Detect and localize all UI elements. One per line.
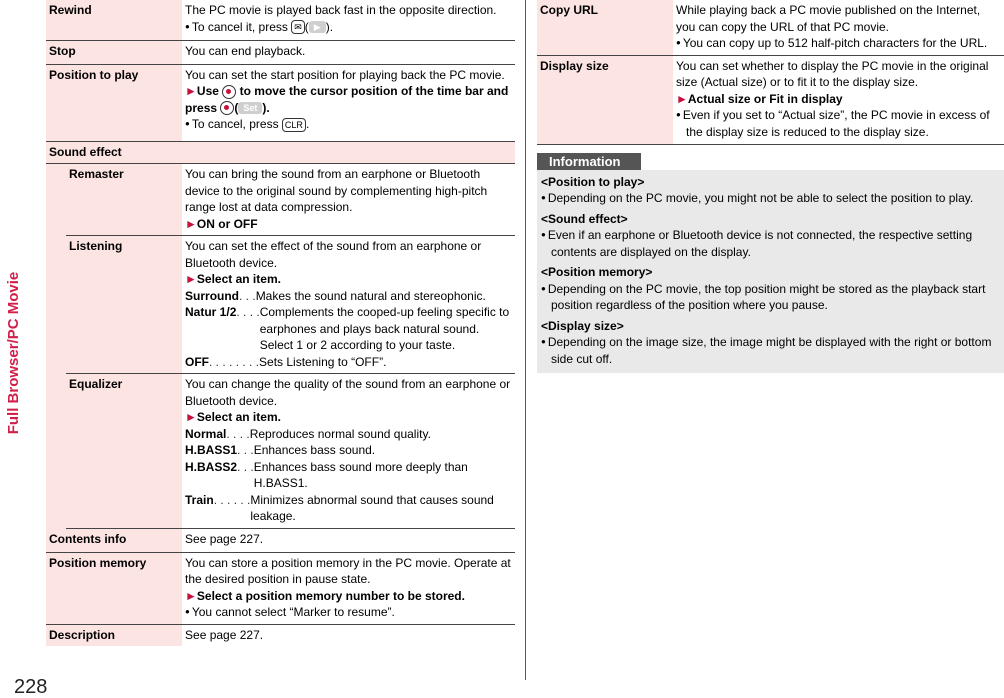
side-tab-label: Full Browser/PC Movie: [5, 271, 22, 435]
option-row: H.BASS2 . . . Enhances bass sound more deeply than H.BASS1.: [185, 459, 468, 490]
table-row-sound-effect: [46, 141, 515, 164]
table-row-listening: [46, 236, 515, 374]
information-box: [537, 153, 1004, 373]
info-section-text: ● Depending on the PC movie, you might not be able to select the position to play.: [541, 190, 1000, 207]
table-row-rewind: [46, 0, 515, 40]
table-row-description: [46, 624, 515, 646]
table-row-stop: [46, 40, 515, 64]
set-softkey-icon: Set: [238, 102, 262, 114]
clr-key-icon: CLR: [282, 118, 306, 132]
play-softkey-icon: ▶: [309, 21, 326, 33]
info-section-title: <Sound effect>: [541, 211, 628, 226]
desc-step: ►Select an item.: [185, 272, 281, 286]
info-section-text: ● Depending on the image size, the image might be displayed with the right or bottom side cut off.: [541, 334, 1000, 367]
desc-line: You can change the quality of the sound from an earphone or Bluetooth device.: [185, 377, 511, 408]
desc-line: You can set whether to display the PC movie in the original size (Actual size) or to fit it to the display size.: [676, 58, 989, 89]
row-name: Sound effect: [46, 141, 515, 164]
row-desc: [673, 55, 1004, 144]
row-name: Display size: [537, 55, 673, 144]
table-row-position-memory: [46, 552, 515, 624]
information-header: Information: [537, 153, 641, 170]
info-section-text: ● Depending on the PC movie, the top position might be stored as the playback start position regardless of the position where you pause.: [541, 281, 1000, 314]
desc-bullet: ● You cannot select “Marker to resume”.: [185, 604, 512, 621]
table-row-equalizer: [46, 374, 515, 529]
side-tab: [0, 0, 28, 698]
row-desc: [182, 374, 515, 529]
row-name: Copy URL: [537, 0, 673, 55]
column-divider: [525, 0, 526, 680]
row-name: Position memory: [46, 552, 182, 624]
info-section-title: <Display size>: [541, 318, 624, 333]
desc-step: ►Actual size or Fit in display: [676, 91, 843, 106]
table-row-contents-info: [46, 528, 515, 552]
table-row-remaster: [46, 164, 515, 236]
desc-line: You can store a position memory in the PC movie. Operate at the desired position in pause state.: [185, 555, 511, 586]
row-name: Rewind: [46, 0, 182, 40]
desc-line: You can bring the sound from an earphone or Bluetooth device to the original sound by complementing high-pitch range lost at data compression.: [185, 167, 488, 214]
table-row-display-size: [537, 55, 1004, 144]
row-desc: See page 227.: [182, 624, 515, 646]
information-body: [537, 170, 1004, 374]
option-row: Normal . . . . Reproduces normal sound quality.: [185, 426, 431, 441]
desc-line: While playing back a PC movie published on the Internet, you can copy the URL of that PC movie.: [676, 3, 981, 34]
row-desc: [182, 0, 515, 40]
info-section-text: ● Even if an earphone or Bluetooth device is not connected, the respective setting contents are displayed on the display.: [541, 227, 1000, 260]
row-name: Position to play: [46, 64, 182, 141]
desc-line: You can set the effect of the sound from an earphone or Bluetooth device.: [185, 239, 482, 270]
option-row: Train . . . . . . Minimizes abnormal sound that causes sound leakage.: [185, 492, 494, 523]
desc-bullet: ● You can copy up to 512 half-pitch characters for the URL.: [676, 35, 1001, 52]
desc-line: The PC movie is played back fast in the opposite direction.: [185, 3, 497, 17]
row-name: Stop: [46, 40, 182, 64]
desc-step: ►Use to move the cursor position of the time bar and press ( Set ).: [185, 84, 509, 115]
right-function-table: [537, 0, 1004, 145]
desc-step: ►Select a position memory number to be stored.: [185, 588, 465, 603]
desc-bullet: ● To cancel it, press ✉ ( ▶ ).: [185, 19, 512, 36]
row-desc: [182, 164, 515, 236]
mail-key-icon: ✉: [291, 20, 305, 34]
info-section-title: <Position memory>: [541, 265, 653, 279]
row-desc: [182, 236, 515, 374]
row-desc: See page 227.: [182, 528, 515, 552]
desc-step: ►ON or OFF: [185, 216, 258, 231]
row-name: Description: [46, 624, 182, 646]
option-row: H.BASS1 . . . Enhances bass sound.: [185, 443, 376, 457]
row-name: Equalizer: [66, 374, 182, 529]
page-number: 228: [14, 676, 48, 698]
row-name: Listening: [66, 236, 182, 374]
table-row-copy-url: [537, 0, 1004, 55]
desc-line: You can set the start position for playing back the PC movie.: [185, 67, 505, 82]
left-function-table: [46, 0, 515, 646]
info-section-title: <Position to play>: [541, 174, 645, 189]
row-desc: [673, 0, 1004, 55]
option-row: Natur 1/2 . . . . Complements the cooped-up feeling specific to earphones and plays back natural sound. Select 1 or 2 according to your taste.: [185, 305, 510, 352]
row-name: Remaster: [66, 164, 182, 236]
option-row: Surround . . . Makes the sound natural and stereophonic.: [185, 288, 486, 303]
table-row-position-to-play: [46, 64, 515, 141]
nav-key-icon: [222, 85, 236, 99]
row-desc: [182, 64, 515, 141]
row-desc: [182, 552, 515, 624]
option-row: OFF . . . . . . . . Sets Listening to “OFF”.: [185, 354, 387, 369]
center-key-icon: [220, 101, 234, 115]
row-desc: You can end playback.: [182, 40, 515, 64]
desc-step: ►Select an item.: [185, 410, 281, 424]
desc-bullet: ● Even if you set to “Actual size”, the PC movie in excess of the display size is reduced to the display size.: [676, 107, 1001, 140]
row-name: Contents info: [46, 528, 182, 552]
desc-bullet: ● To cancel, press CLR .: [185, 116, 512, 133]
